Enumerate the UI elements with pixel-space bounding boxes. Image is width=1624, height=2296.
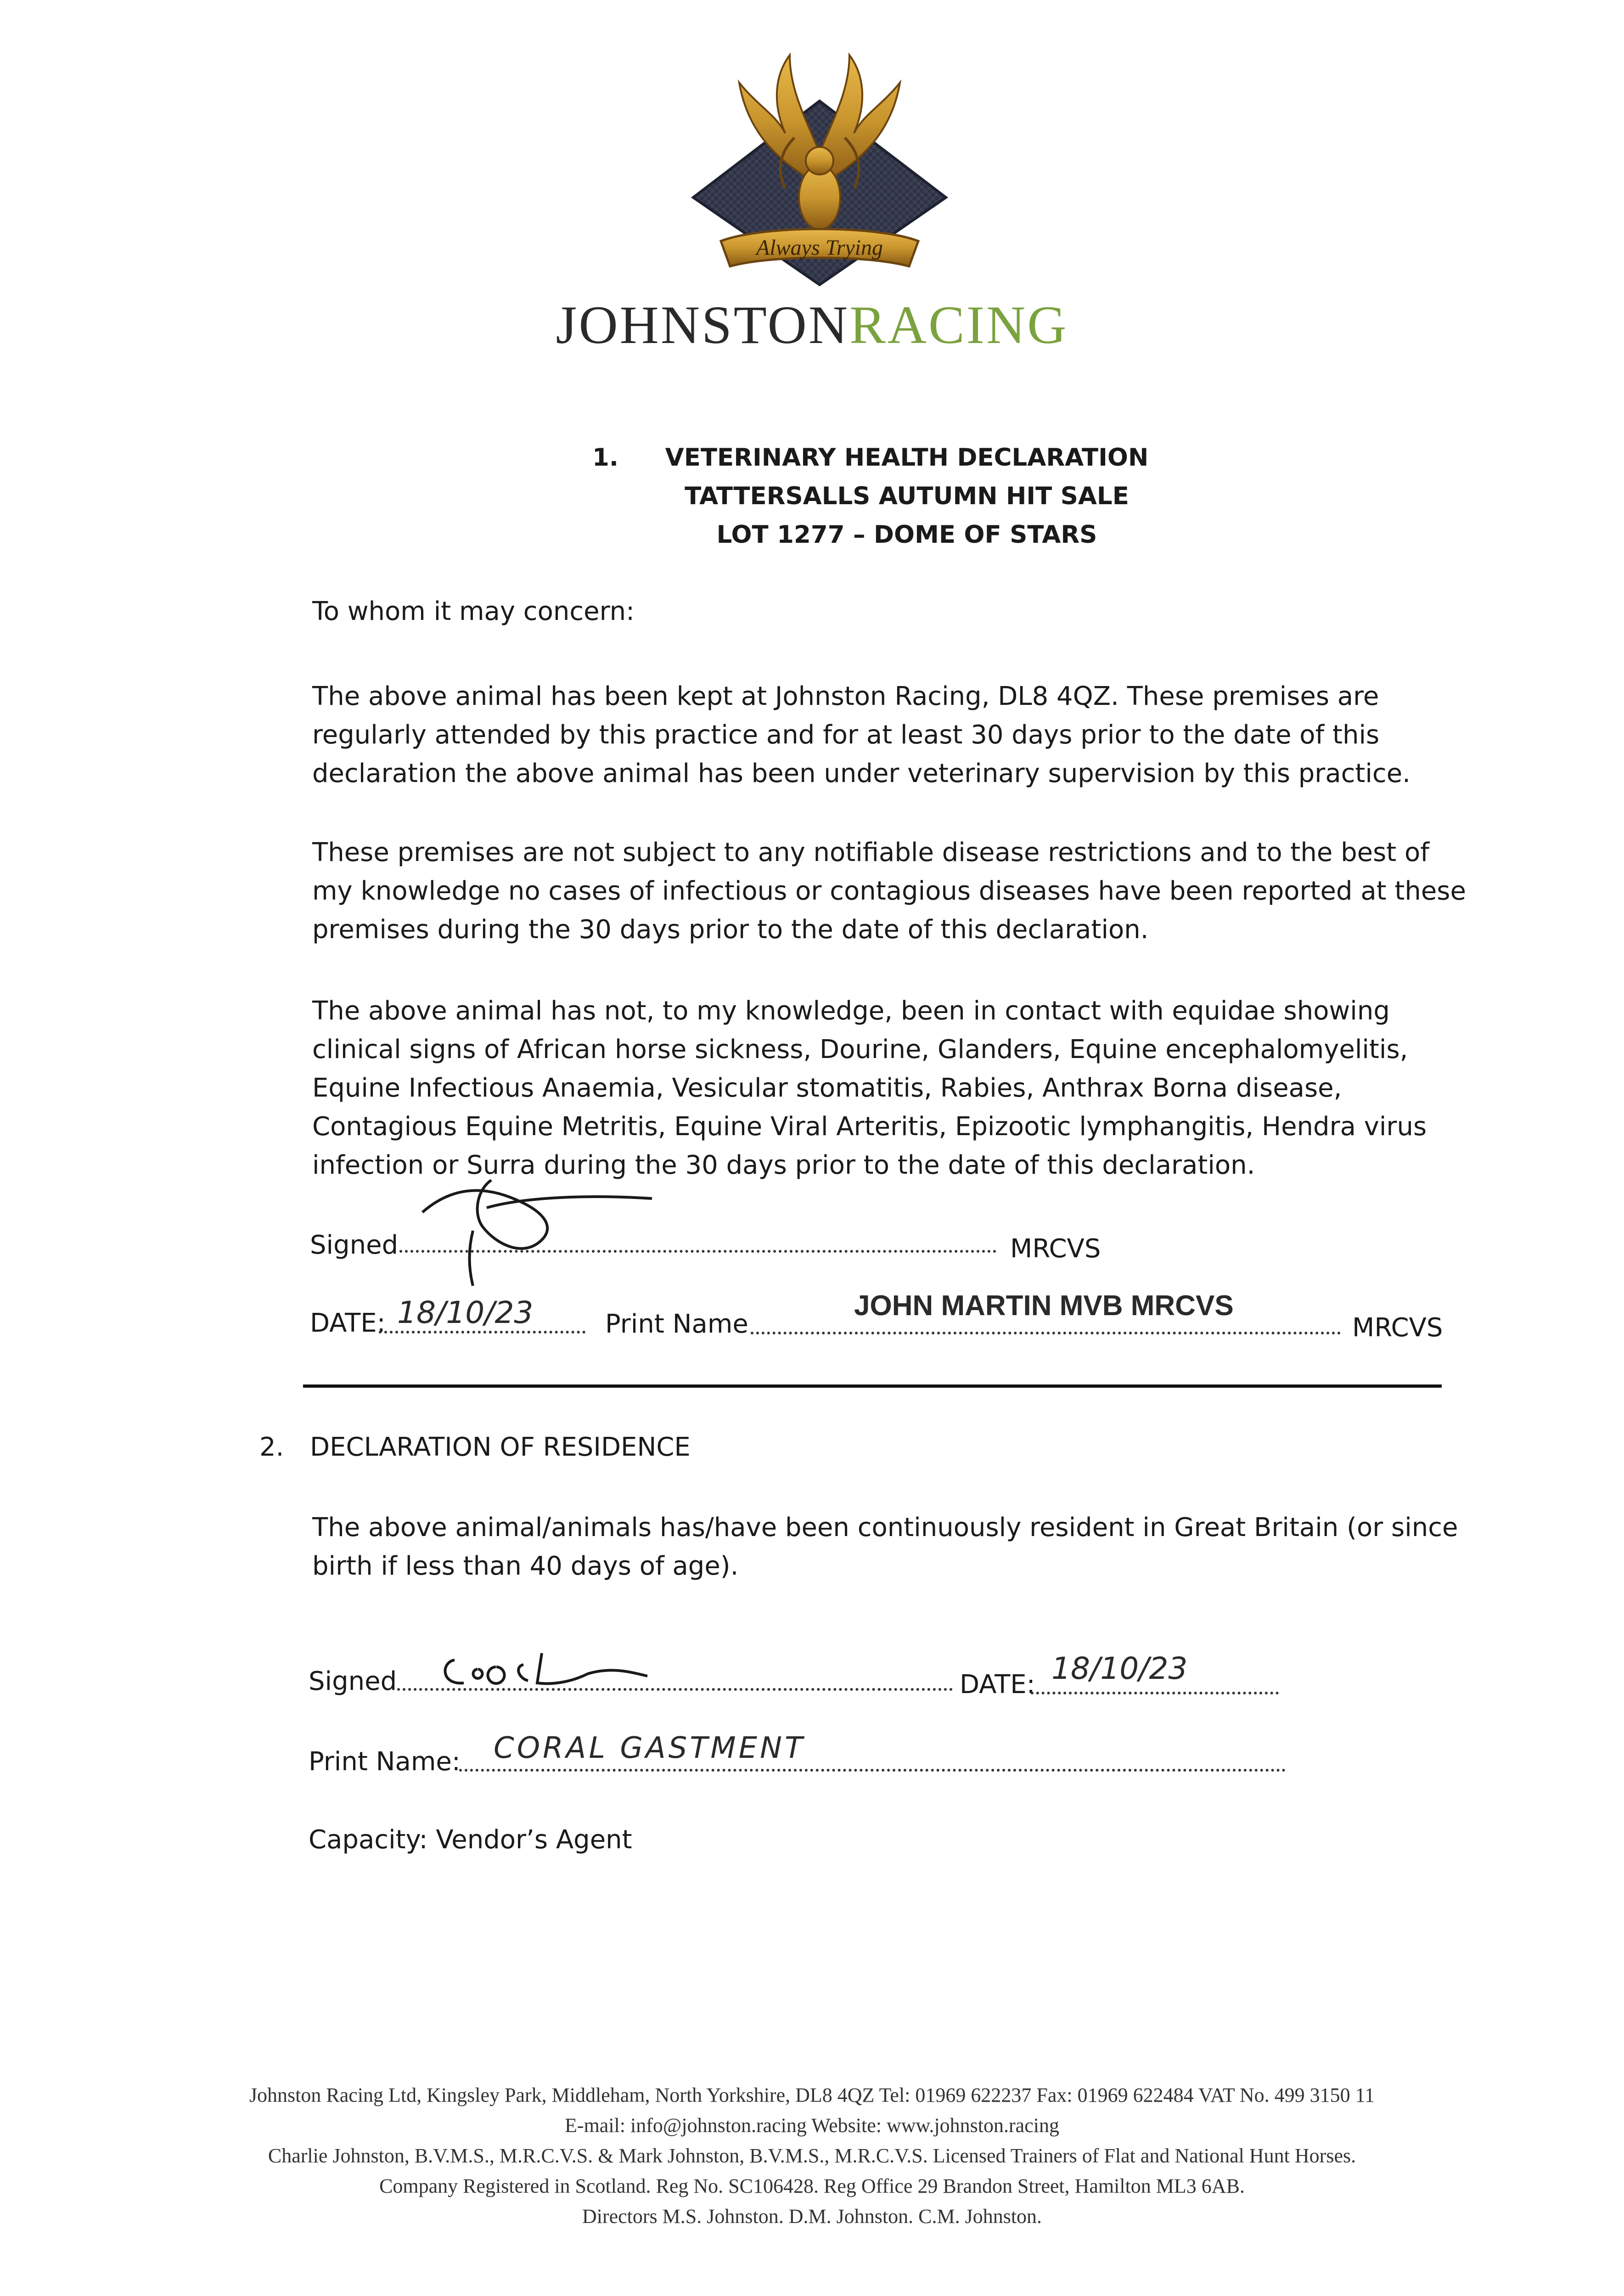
phoenix-emblem-icon bbox=[670, 46, 969, 289]
johnston-racing-logo bbox=[670, 46, 969, 289]
vet-date-value: 18/10/23 bbox=[397, 1295, 534, 1330]
section1-paragraph-2: These premises are not subject to any notifiable disease restrictions and to the best of my knowledge no cases of infectious or contagious diseases have been reported at these premises during the 30 days prior to the date of this declaration. bbox=[312, 838, 1466, 945]
agent-handwritten-signature bbox=[436, 1644, 657, 1694]
capacity: Capacity: Vendor’s Agent bbox=[309, 1825, 632, 1855]
vet-print-name-label: Print Name bbox=[605, 1309, 748, 1339]
agent-signed-label: Signed bbox=[309, 1666, 397, 1696]
vet-signed-suffix: MRCVS bbox=[1010, 1234, 1101, 1264]
brand-part1: JOHNSTON bbox=[556, 295, 850, 355]
section1-title-line3: LOT 1277 – DOME OF STARS bbox=[716, 521, 1097, 549]
agent-print-name-value: CORAL GASTMENT bbox=[494, 1731, 806, 1765]
section1-paragraph-3: The above animal has not, to my knowledge, been in contact with equidae showing clinical signs of African horse sickness, Dourine, Glanders, Equine encephalomyelitis, Equine Infectious Anaemia, Vesicular stomatitis, Rabies, Anthrax Borna disease, Contagious Equine Metritis, Equine Viral Arteritis, Epizootic lymphangitis, Hendra virus infection or Surra during the 30 days prior to the date of this declaration. bbox=[312, 996, 1427, 1180]
agent-date-value: 18/10/23 bbox=[1051, 1651, 1188, 1686]
vet-date-label: DATE: bbox=[310, 1308, 386, 1338]
agent-date-label: DATE: bbox=[960, 1670, 1035, 1699]
section2-paragraph: The above animal/animals has/have been continuously resident in Great Britain (or since birth if less than 40 days of age). bbox=[312, 1513, 1458, 1581]
section2-title: DECLARATION OF RESIDENCE bbox=[310, 1432, 691, 1462]
footer-trainers: Charlie Johnston, B.V.M.S., M.R.C.V.S. & Mark Johnston, B.V.M.S., M.R.C.V.S. Licensed Trainers of Flat and National Hunt Horses. bbox=[268, 2144, 1356, 2167]
vet-print-name-value: JOHN MARTIN MVB MRCVS bbox=[854, 1290, 1234, 1322]
salutation: To whom it may concern: bbox=[312, 597, 635, 626]
vet-print-name-suffix: MRCVS bbox=[1352, 1313, 1443, 1343]
section2-number: 2. bbox=[259, 1432, 284, 1462]
vet-print-name-line bbox=[751, 1332, 1341, 1334]
vet-signed-label: Signed bbox=[310, 1230, 399, 1260]
section1-number: 1. bbox=[592, 444, 619, 472]
agent-print-name-line bbox=[459, 1769, 1286, 1772]
footer-contact: E-mail: info@johnston.racing Website: www.johnston.racing bbox=[565, 2114, 1059, 2137]
section-divider bbox=[303, 1384, 1442, 1388]
agent-date-line bbox=[1031, 1692, 1279, 1694]
brand-part2: RACING bbox=[849, 295, 1068, 355]
agent-print-name-label: Print Name: bbox=[309, 1747, 461, 1777]
brand-wordmark bbox=[0, 294, 1624, 356]
section1-title-line2: TATTERSALLS AUTUMN HIT SALE bbox=[685, 482, 1129, 510]
section1-paragraph-1: The above animal has been kept at Johnston Racing, DL8 4QZ. These premises are regularly attended by this practice and for at least 30 days prior to the date of this declaration the above animal has been under veterinary supervision by this practice. bbox=[312, 681, 1410, 788]
footer-registration: Company Registered in Scotland. Reg No. SC106428. Reg Office 29 Brandon Street, Hamilton ML3 6AB. bbox=[379, 2175, 1245, 2197]
footer-address: Johnston Racing Ltd, Kingsley Park, Middleham, North Yorkshire, DL8 4QZ Tel: 01969 622237 Fax: 01969 622484 VAT No. 499 3150 11 bbox=[249, 2084, 1375, 2106]
section1-title-line1: VETERINARY HEALTH DECLARATION bbox=[665, 444, 1149, 472]
vet-handwritten-signature bbox=[404, 1162, 661, 1290]
footer-directors: Directors M.S. Johnston. D.M. Johnston. C.M. Johnston. bbox=[582, 2205, 1042, 2228]
company-footer bbox=[0, 2080, 1624, 2232]
logo-motto: Always Trying bbox=[756, 236, 883, 260]
vet-date-line bbox=[379, 1331, 585, 1334]
